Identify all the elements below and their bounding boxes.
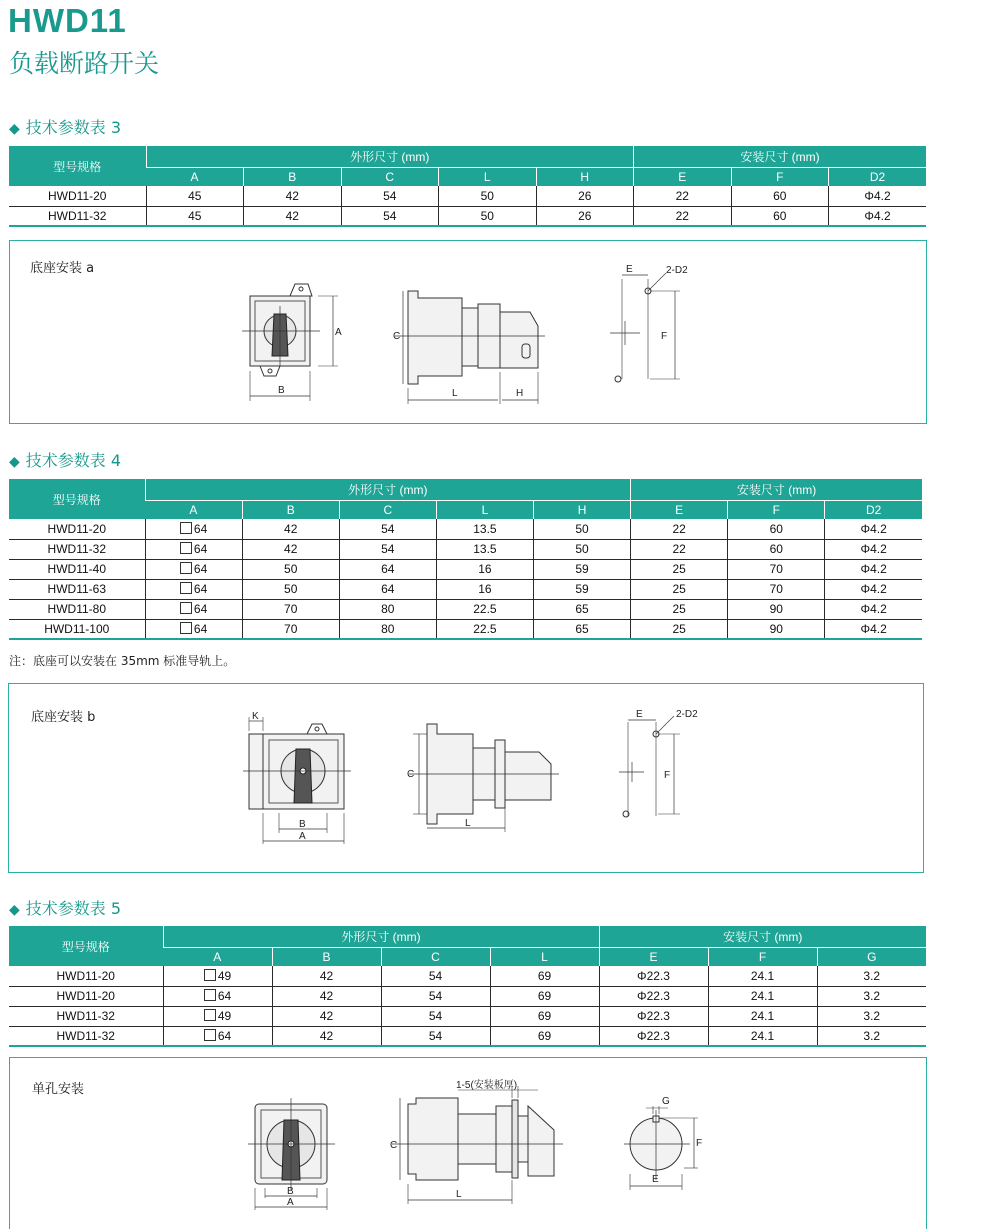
value-cell: 70	[728, 579, 825, 599]
mount-group-header: 安装尺寸 (mm)	[631, 479, 922, 500]
value-cell: 22	[631, 539, 728, 559]
plate-thickness-label: 1-5(安装板厚)	[456, 1080, 518, 1091]
column-header: B	[272, 947, 381, 966]
column-header: G	[817, 947, 926, 966]
table-row	[9, 599, 922, 619]
value-cell: 59	[533, 579, 630, 599]
value-cell: 54	[381, 966, 490, 986]
value-cell: Φ22.3	[599, 966, 708, 986]
column-header: F	[708, 947, 817, 966]
value-cell: 3.2	[817, 1026, 926, 1046]
mount-panel-a	[9, 240, 927, 424]
value-cell: 42	[242, 539, 339, 559]
dim-c-label: C	[390, 1140, 398, 1151]
square-icon	[180, 522, 192, 534]
mount-group-header: 安装尺寸 (mm)	[634, 146, 927, 167]
square-icon	[180, 562, 192, 574]
value-cell: 42	[272, 986, 381, 1006]
dims-group-header: 外形尺寸 (mm)	[145, 479, 631, 500]
value-text: 64	[193, 582, 208, 596]
value-cell: 42	[244, 206, 342, 226]
value-text: 64	[193, 542, 208, 556]
value-cell: 22	[631, 519, 728, 539]
section-heading-4: ◆ 技术参数表 4	[9, 451, 122, 470]
mount-panel-b	[8, 683, 924, 873]
dim-e-label: E	[626, 264, 633, 275]
value-cell: 69	[490, 1006, 599, 1026]
value-cell: 24.1	[708, 986, 817, 1006]
value-text: 64	[193, 521, 208, 536]
front-view-drawing	[239, 709, 359, 849]
value-cell: 50	[533, 539, 630, 559]
value-text: 64	[193, 621, 208, 636]
spec-table-3	[9, 146, 926, 227]
model-cell: HWD11-20	[9, 186, 146, 206]
value-cell: 80	[339, 619, 436, 639]
value-cell: 24.1	[708, 966, 817, 986]
value-cell: 16	[436, 579, 533, 599]
value-text: 49	[217, 968, 232, 983]
side-view-drawing	[390, 276, 550, 406]
value-cell: 42	[272, 1006, 381, 1026]
square-icon	[204, 1029, 216, 1041]
dim-f-label: F	[696, 1138, 703, 1149]
table-row	[9, 206, 926, 226]
dim-b-label: B	[299, 819, 306, 830]
square-icon	[180, 582, 192, 594]
page-subtitle: 负载断路开关	[9, 49, 160, 78]
value-cell: 50	[242, 579, 339, 599]
value-cell: 54	[381, 1006, 490, 1026]
table-row	[9, 579, 922, 599]
value-cell: 45	[146, 186, 244, 206]
dim-l-label: L	[452, 388, 458, 399]
value-cell: Φ4.2	[825, 579, 922, 599]
model-cell: HWD11-20	[9, 966, 163, 986]
value-text: 49	[217, 1009, 232, 1023]
side-view-drawing	[399, 714, 569, 839]
dim-d2-label: 2-D2	[676, 709, 698, 720]
value-cell: 22.5	[436, 619, 533, 639]
dims-group-header: 外形尺寸 (mm)	[146, 146, 634, 167]
value-cell: 54	[381, 986, 490, 1006]
diamond-bullet-icon: ◆	[9, 902, 20, 918]
value-cell: 42	[272, 966, 381, 986]
dim-f-label: F	[664, 770, 671, 781]
dim-l-label: L	[465, 818, 471, 829]
model-cell: HWD11-32	[9, 206, 146, 226]
model-cell: HWD11-32	[9, 1026, 163, 1046]
value-cell	[145, 599, 242, 619]
model-header: 型号规格	[9, 479, 145, 519]
diamond-bullet-icon: ◆	[9, 121, 20, 137]
value-cell: 70	[728, 559, 825, 579]
table-row	[9, 186, 926, 206]
section-heading-3: ◆ 技术参数表 3	[9, 118, 122, 137]
value-cell: 3.2	[817, 1006, 926, 1026]
value-cell: 54	[339, 539, 436, 559]
dim-a-label: A	[287, 1197, 294, 1208]
value-text: 64	[217, 1028, 232, 1043]
model-header: 型号规格	[9, 926, 163, 966]
value-cell: 60	[731, 206, 829, 226]
value-cell: 25	[631, 599, 728, 619]
value-cell: 50	[439, 186, 537, 206]
square-icon	[204, 989, 216, 1001]
dim-g-label: G	[662, 1096, 670, 1107]
section-heading-5: ◆ 技术参数表 5	[9, 899, 122, 918]
value-cell: 42	[244, 186, 342, 206]
value-cell: 13.5	[436, 519, 533, 539]
value-cell: Φ4.2	[825, 619, 922, 639]
square-icon	[204, 969, 216, 981]
mounting-holes-drawing	[600, 261, 720, 391]
column-header: H	[536, 167, 634, 186]
spec-table-4	[9, 479, 922, 640]
model-cell: HWD11-100	[9, 619, 145, 639]
value-cell: 50	[242, 559, 339, 579]
value-cell: Φ4.2	[825, 599, 922, 619]
value-cell: 70	[242, 599, 339, 619]
value-cell: 16	[436, 559, 533, 579]
value-cell: 65	[533, 599, 630, 619]
value-text: 64	[217, 989, 232, 1003]
value-cell	[145, 579, 242, 599]
value-cell: 24.1	[708, 1026, 817, 1046]
mount-panel-single-hole	[9, 1057, 927, 1229]
column-header: E	[634, 167, 732, 186]
value-cell: 3.2	[817, 966, 926, 986]
dim-e-label: E	[652, 1174, 659, 1185]
value-cell: 69	[490, 1026, 599, 1046]
column-header: C	[341, 167, 439, 186]
value-cell: Φ4.2	[825, 519, 922, 539]
table-row	[9, 519, 922, 539]
value-cell: 45	[146, 206, 244, 226]
value-cell: Φ4.2	[829, 186, 927, 206]
model-cell: HWD11-32	[9, 539, 145, 559]
model-cell: HWD11-32	[9, 1006, 163, 1026]
dim-b-label: B	[278, 385, 285, 396]
dim-h-label: H	[516, 388, 524, 399]
value-cell: 25	[631, 579, 728, 599]
page-title: HWD11	[8, 2, 127, 39]
dim-l-label: L	[456, 1189, 462, 1200]
value-cell: 69	[490, 966, 599, 986]
dim-d2-label: 2-D2	[666, 265, 688, 276]
value-cell: 54	[339, 519, 436, 539]
value-cell: 50	[439, 206, 537, 226]
value-cell: 54	[381, 1026, 490, 1046]
dim-k-label: K	[252, 711, 259, 722]
value-cell	[163, 966, 272, 986]
table-row	[9, 1006, 926, 1026]
table-row	[9, 619, 922, 639]
value-text: 64	[193, 562, 208, 576]
column-header: D2	[829, 167, 927, 186]
value-cell	[145, 559, 242, 579]
value-cell: Φ22.3	[599, 1006, 708, 1026]
value-cell: Φ4.2	[825, 539, 922, 559]
model-header: 型号规格	[9, 146, 146, 186]
model-cell: HWD11-20	[9, 986, 163, 1006]
value-cell: 69	[490, 986, 599, 1006]
dim-a-label: A	[299, 831, 306, 842]
square-icon	[180, 602, 192, 614]
value-cell	[145, 519, 242, 539]
square-icon	[204, 1009, 216, 1021]
value-cell: 54	[341, 206, 439, 226]
diamond-bullet-icon: ◆	[9, 454, 20, 470]
value-cell: 90	[728, 599, 825, 619]
value-cell: 80	[339, 599, 436, 619]
mounting-holes-drawing	[614, 704, 724, 824]
column-header: C	[339, 500, 436, 519]
column-header: F	[728, 500, 825, 519]
table-row	[9, 966, 926, 986]
dim-c-label: C	[393, 331, 401, 342]
value-cell: 22.5	[436, 599, 533, 619]
column-header: A	[145, 500, 242, 519]
value-cell: 59	[533, 559, 630, 579]
value-cell: 65	[533, 619, 630, 639]
value-cell: 64	[339, 559, 436, 579]
value-cell	[145, 619, 242, 639]
column-header: L	[490, 947, 599, 966]
value-cell: Φ4.2	[825, 559, 922, 579]
column-header: B	[242, 500, 339, 519]
column-header: A	[146, 167, 244, 186]
column-header: B	[244, 167, 342, 186]
front-view-drawing	[240, 276, 350, 406]
value-cell: 90	[728, 619, 825, 639]
column-header: D2	[825, 500, 922, 519]
value-cell: 25	[631, 619, 728, 639]
table-row	[9, 986, 926, 1006]
column-header: C	[381, 947, 490, 966]
column-header: A	[163, 947, 272, 966]
value-cell	[163, 986, 272, 1006]
value-cell: 3.2	[817, 986, 926, 1006]
column-header: L	[439, 167, 537, 186]
value-cell: 42	[272, 1026, 381, 1046]
front-view-drawing	[245, 1096, 345, 1226]
value-text: 64	[193, 602, 208, 616]
dim-e-label: E	[636, 709, 643, 720]
value-cell	[163, 1006, 272, 1026]
table-row	[9, 1026, 926, 1046]
value-cell	[145, 539, 242, 559]
value-cell: 22	[634, 186, 732, 206]
value-cell	[163, 1026, 272, 1046]
column-header: H	[533, 500, 630, 519]
value-cell: 64	[339, 579, 436, 599]
value-cell: 50	[533, 519, 630, 539]
dim-a-label: A	[335, 327, 342, 338]
side-view-drawing	[388, 1076, 573, 1211]
value-cell: 60	[728, 539, 825, 559]
column-header: E	[599, 947, 708, 966]
panel-label: 底座安装 a	[30, 261, 95, 276]
value-cell: 60	[728, 519, 825, 539]
value-cell: 60	[731, 186, 829, 206]
column-header: L	[436, 500, 533, 519]
table-note: 注：底座可以安装在 35mm 标准导轨上。	[9, 654, 236, 668]
value-cell: 26	[536, 186, 634, 206]
dim-b-label: B	[287, 1186, 294, 1197]
value-cell: 22	[634, 206, 732, 226]
value-cell: 70	[242, 619, 339, 639]
model-cell: HWD11-20	[9, 519, 145, 539]
value-cell: 42	[242, 519, 339, 539]
dim-f-label: F	[661, 331, 668, 342]
mount-group-header: 安装尺寸 (mm)	[599, 926, 926, 947]
value-cell: 24.1	[708, 1006, 817, 1026]
table-row	[9, 539, 922, 559]
model-cell: HWD11-40	[9, 559, 145, 579]
value-cell: 26	[536, 206, 634, 226]
dim-c-label: C	[407, 769, 415, 780]
square-icon	[180, 542, 192, 554]
column-header: E	[631, 500, 728, 519]
panel-label: 底座安装 b	[31, 710, 96, 725]
model-cell: HWD11-80	[9, 599, 145, 619]
spec-table-5	[9, 926, 926, 1047]
panel-cutout-drawing	[618, 1096, 718, 1196]
square-icon	[180, 622, 192, 634]
model-cell: HWD11-63	[9, 579, 145, 599]
dims-group-header: 外形尺寸 (mm)	[163, 926, 599, 947]
value-cell: Φ4.2	[829, 206, 927, 226]
value-cell: 13.5	[436, 539, 533, 559]
panel-label: 单孔安装	[32, 1082, 85, 1097]
column-header: F	[731, 167, 829, 186]
table-row	[9, 559, 922, 579]
value-cell: Φ22.3	[599, 986, 708, 1006]
value-cell: Φ22.3	[599, 1026, 708, 1046]
value-cell: 54	[341, 186, 439, 206]
value-cell: 25	[631, 559, 728, 579]
